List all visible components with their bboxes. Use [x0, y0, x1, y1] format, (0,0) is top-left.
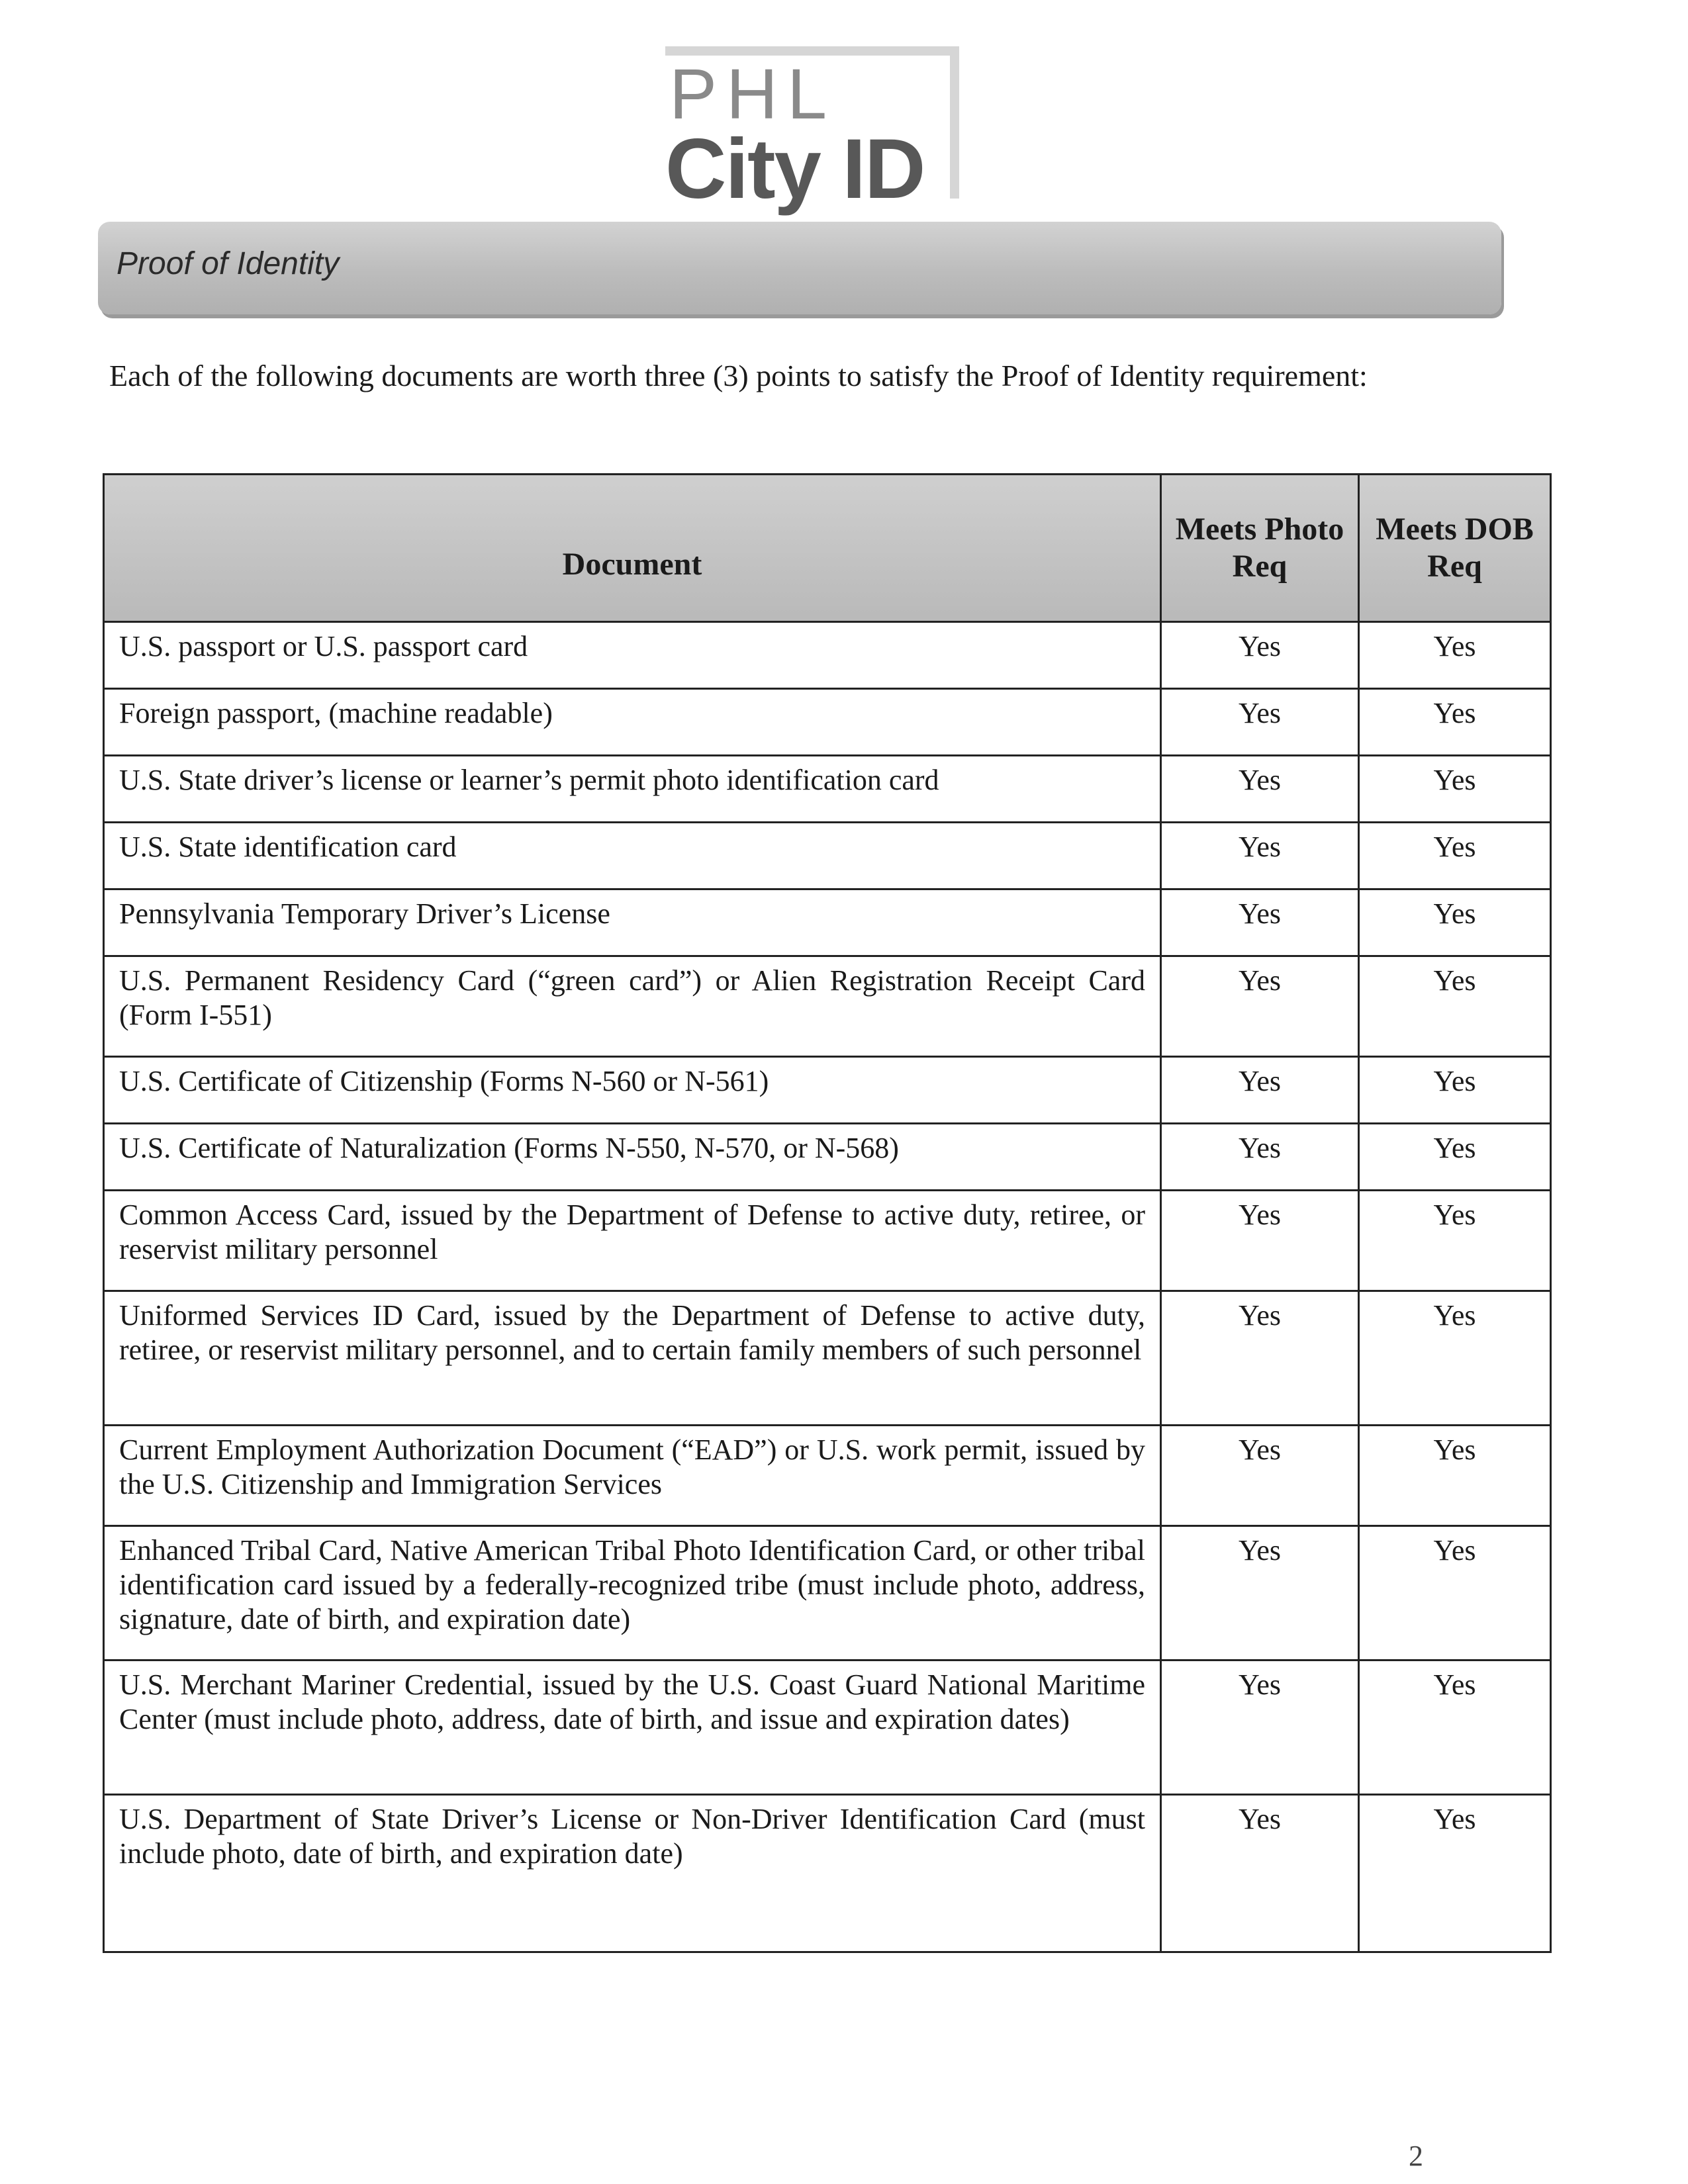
- dob-req-cell: Yes: [1359, 1795, 1551, 1952]
- photo-req-cell: Yes: [1161, 689, 1359, 756]
- photo-req-cell: Yes: [1161, 1191, 1359, 1291]
- table-row: [104, 956, 1551, 1057]
- identity-documents-table: [103, 473, 1552, 1953]
- section-title: Proof of Identity: [117, 246, 340, 281]
- document-cell: U.S. State driver’s license or learner’s permit photo identification card: [104, 756, 1161, 823]
- dob-req-cell: Yes: [1359, 1057, 1551, 1124]
- table-row: [104, 622, 1551, 689]
- dob-req-cell: Yes: [1359, 1291, 1551, 1426]
- intro-paragraph: Each of the following documents are worth three (3) points to satisfy the Proof of Identity requirement:: [109, 359, 1368, 392]
- document-cell: U.S. passport or U.S. passport card: [104, 622, 1161, 689]
- phl-city-id-logo: [665, 46, 970, 216]
- header-dob-req: Meets DOB Req: [1359, 475, 1551, 622]
- table-row: [104, 1526, 1551, 1661]
- dob-req-cell: Yes: [1359, 622, 1551, 689]
- photo-req-cell: Yes: [1161, 823, 1359, 889]
- photo-req-cell: Yes: [1161, 1291, 1359, 1426]
- photo-req-cell: Yes: [1161, 889, 1359, 956]
- dob-req-cell: Yes: [1359, 1426, 1551, 1526]
- document-cell: Enhanced Tribal Card, Native American Tribal Photo Identification Card, or other tribal identification card issued by a federally-recognized tribe (must include photo, address, signature, date of birth, and expiration date): [104, 1526, 1161, 1661]
- document-cell: Current Employment Authorization Document (“EAD”) or U.S. work permit, issued by the U.S. Citizenship and Immigration Services: [104, 1426, 1161, 1526]
- document-cell: U.S. Certificate of Citizenship (Forms N-560 or N-561): [104, 1057, 1161, 1124]
- document-cell: Pennsylvania Temporary Driver’s License: [104, 889, 1161, 956]
- photo-req-cell: Yes: [1161, 1661, 1359, 1795]
- photo-req-cell: Yes: [1161, 622, 1359, 689]
- dob-req-cell: Yes: [1359, 1191, 1551, 1291]
- document-cell: Common Access Card, issued by the Department of Defense to active duty, retiree, or reservist military personnel: [104, 1191, 1161, 1291]
- photo-req-cell: Yes: [1161, 956, 1359, 1057]
- document-cell: U.S. State identification card: [104, 823, 1161, 889]
- logo-phl-text: PHL: [669, 54, 837, 134]
- photo-req-cell: Yes: [1161, 1795, 1359, 1952]
- photo-req-cell: Yes: [1161, 756, 1359, 823]
- table-row: [104, 1191, 1551, 1291]
- document-cell: U.S. Certificate of Naturalization (Forms N-550, N-570, or N-568): [104, 1124, 1161, 1191]
- dob-req-cell: Yes: [1359, 889, 1551, 956]
- document-cell: Uniformed Services ID Card, issued by the Department of Defense to active duty, retiree, or reservist military personnel, and to certain family members of such personnel: [104, 1291, 1161, 1426]
- photo-req-cell: Yes: [1161, 1124, 1359, 1191]
- table-row: [104, 1426, 1551, 1526]
- dob-req-cell: Yes: [1359, 1526, 1551, 1661]
- dob-req-cell: Yes: [1359, 1124, 1551, 1191]
- page-number: 2: [1409, 2140, 1423, 2172]
- table-row: [104, 823, 1551, 889]
- dob-req-cell: Yes: [1359, 689, 1551, 756]
- table-row: [104, 756, 1551, 823]
- dob-req-cell: Yes: [1359, 823, 1551, 889]
- photo-req-cell: Yes: [1161, 1526, 1359, 1661]
- table-row: [104, 889, 1551, 956]
- document-cell: U.S. Merchant Mariner Credential, issued by the U.S. Coast Guard National Maritime Center (must include photo, address, date of birth, and issue and expiration dates): [104, 1661, 1161, 1795]
- dob-req-cell: Yes: [1359, 956, 1551, 1057]
- dob-req-cell: Yes: [1359, 756, 1551, 823]
- photo-req-cell: Yes: [1161, 1426, 1359, 1526]
- table-header-row: [104, 475, 1551, 622]
- section-banner: [98, 222, 1501, 314]
- table-row: [104, 1057, 1551, 1124]
- table-row: [104, 1291, 1551, 1426]
- document-cell: Foreign passport, (machine readable): [104, 689, 1161, 756]
- document-cell: U.S. Department of State Driver’s License or Non-Driver Identification Card (must include photo, date of birth, and expiration date): [104, 1795, 1161, 1952]
- dob-req-cell: Yes: [1359, 1661, 1551, 1795]
- table-row: [104, 689, 1551, 756]
- document-cell: U.S. Permanent Residency Card (“green card”) or Alien Registration Receipt Card (Form I-551): [104, 956, 1161, 1057]
- header-photo-req: Meets Photo Req: [1161, 475, 1359, 622]
- header-document: Document: [104, 475, 1161, 622]
- table-row: [104, 1795, 1551, 1952]
- table-row: [104, 1124, 1551, 1191]
- photo-req-cell: Yes: [1161, 1057, 1359, 1124]
- table-row: [104, 1661, 1551, 1795]
- logo-city-id-text: City ID: [665, 122, 925, 216]
